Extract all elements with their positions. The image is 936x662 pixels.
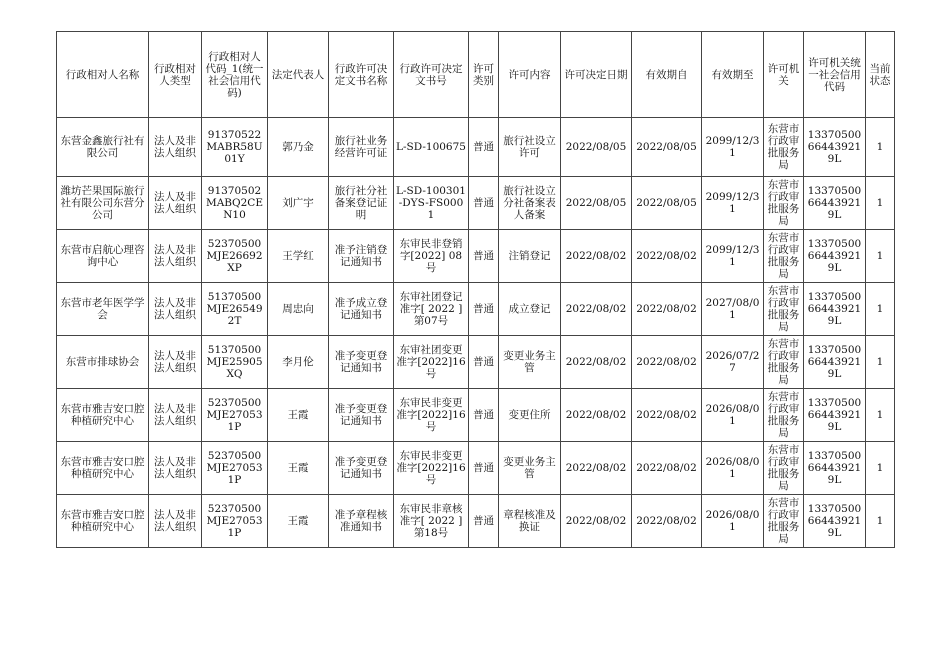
cell-license-content: 变更住所 xyxy=(499,389,561,442)
cell-credit-code: 51370500MJE265492T xyxy=(202,283,268,336)
cell-license-category: 普通 xyxy=(469,283,499,336)
cell-legal-rep: 王霞 xyxy=(268,495,329,548)
cell-document-number: L-SD-100301-DYS-FS0001 xyxy=(394,177,469,230)
cell-name: 东营市雅吉安口腔种植研究中心 xyxy=(57,495,149,548)
cell-license-category: 普通 xyxy=(469,177,499,230)
header-row xyxy=(57,32,895,118)
cell-credit-code: 52370500MJE270531P xyxy=(202,389,268,442)
cell-status: 1 xyxy=(866,230,895,283)
cell-document-number: 东审民非登销字[2022] 08号 xyxy=(394,230,469,283)
cell-status: 1 xyxy=(866,283,895,336)
cell-subject-type: 法人及非法人组织 xyxy=(149,389,202,442)
cell-document-name: 旅行社分社备案登记证明 xyxy=(329,177,394,230)
cell-valid-to: 2099/12/31 xyxy=(702,118,764,177)
cell-document-number: 东审民非章核准字[ 2022 ]第18号 xyxy=(394,495,469,548)
cell-legal-rep: 王学红 xyxy=(268,230,329,283)
cell-valid-from: 2022/08/02 xyxy=(632,442,702,495)
header-cell: 许可决定日期 xyxy=(561,32,632,118)
cell-name: 东营市雅吉安口腔种植研究中心 xyxy=(57,389,149,442)
cell-license-content: 成立登记 xyxy=(499,283,561,336)
cell-document-number: 东审民非变更准字[2022]16号 xyxy=(394,442,469,495)
table-row xyxy=(57,177,895,230)
cell-licensing-authority: 东营市行政审批服务局 xyxy=(764,283,804,336)
cell-license-category: 普通 xyxy=(469,336,499,389)
cell-authority-credit-code: 13370500664439219L xyxy=(804,283,866,336)
cell-license-content: 注销登记 xyxy=(499,230,561,283)
cell-decision-date: 2022/08/02 xyxy=(561,283,632,336)
cell-legal-rep: 刘广宇 xyxy=(268,177,329,230)
cell-status: 1 xyxy=(866,442,895,495)
cell-licensing-authority: 东营市行政审批服务局 xyxy=(764,389,804,442)
cell-credit-code: 91370502MABQ2CEN10 xyxy=(202,177,268,230)
cell-subject-type: 法人及非法人组织 xyxy=(149,118,202,177)
cell-license-content: 变更业务主管 xyxy=(499,336,561,389)
header-cell: 有效期自 xyxy=(632,32,702,118)
cell-document-number: L-SD-100675 xyxy=(394,118,469,177)
table-row xyxy=(57,389,895,442)
cell-name: 东营金鑫旅行社有限公司 xyxy=(57,118,149,177)
cell-document-name: 准予变更登记通知书 xyxy=(329,389,394,442)
cell-decision-date: 2022/08/02 xyxy=(561,442,632,495)
cell-credit-code: 51370500MJE25905XQ xyxy=(202,336,268,389)
cell-valid-from: 2022/08/02 xyxy=(632,283,702,336)
cell-authority-credit-code: 13370500664439219L xyxy=(804,495,866,548)
cell-status: 1 xyxy=(866,177,895,230)
cell-authority-credit-code: 13370500664439219L xyxy=(804,336,866,389)
cell-licensing-authority: 东营市行政审批服务局 xyxy=(764,177,804,230)
table-row xyxy=(57,336,895,389)
cell-decision-date: 2022/08/05 xyxy=(561,177,632,230)
cell-legal-rep: 王霞 xyxy=(268,442,329,495)
cell-legal-rep: 郭乃金 xyxy=(268,118,329,177)
cell-valid-from: 2022/08/02 xyxy=(632,495,702,548)
header-cell: 行政相对人类型 xyxy=(149,32,202,118)
cell-status: 1 xyxy=(866,118,895,177)
cell-name: 东营市排球协会 xyxy=(57,336,149,389)
cell-license-content: 变更业务主管 xyxy=(499,442,561,495)
header-cell: 行政相对人名称 xyxy=(57,32,149,118)
header-cell: 法定代表人 xyxy=(268,32,329,118)
cell-document-number: 东审社团登记准字[ 2022 ]第07号 xyxy=(394,283,469,336)
cell-legal-rep: 李月伦 xyxy=(268,336,329,389)
header-cell: 许可内容 xyxy=(499,32,561,118)
license-table xyxy=(56,31,895,548)
cell-licensing-authority: 东营市行政审批服务局 xyxy=(764,336,804,389)
cell-credit-code: 52370500MJE270531P xyxy=(202,442,268,495)
cell-document-name: 准予变更登记通知书 xyxy=(329,442,394,495)
cell-status: 1 xyxy=(866,336,895,389)
header-cell: 有效期至 xyxy=(702,32,764,118)
cell-decision-date: 2022/08/02 xyxy=(561,389,632,442)
cell-decision-date: 2022/08/02 xyxy=(561,495,632,548)
cell-valid-from: 2022/08/02 xyxy=(632,336,702,389)
cell-document-name: 准予变更登记通知书 xyxy=(329,336,394,389)
cell-legal-rep: 周忠向 xyxy=(268,283,329,336)
cell-valid-from: 2022/08/05 xyxy=(632,118,702,177)
cell-licensing-authority: 东营市行政审批服务局 xyxy=(764,230,804,283)
header-cell: 行政相对人代码_1(统一社会信用代码) xyxy=(202,32,268,118)
cell-licensing-authority: 东营市行政审批服务局 xyxy=(764,442,804,495)
cell-valid-from: 2022/08/02 xyxy=(632,389,702,442)
cell-license-category: 普通 xyxy=(469,495,499,548)
cell-document-name: 旅行社业务经营许可证 xyxy=(329,118,394,177)
cell-license-category: 普通 xyxy=(469,442,499,495)
cell-credit-code: 52370500MJE270531P xyxy=(202,495,268,548)
cell-name: 东营市雅吉安口腔种植研究中心 xyxy=(57,442,149,495)
cell-status: 1 xyxy=(866,389,895,442)
cell-subject-type: 法人及非法人组织 xyxy=(149,283,202,336)
cell-authority-credit-code: 13370500664439219L xyxy=(804,389,866,442)
cell-subject-type: 法人及非法人组织 xyxy=(149,336,202,389)
cell-credit-code: 91370522MABR58U01Y xyxy=(202,118,268,177)
table-row xyxy=(57,495,895,548)
cell-document-name: 准予注销登记通知书 xyxy=(329,230,394,283)
header-cell: 行政许可决定文书名称 xyxy=(329,32,394,118)
header-cell: 许可类别 xyxy=(469,32,499,118)
cell-name: 东营市启航心理咨询中心 xyxy=(57,230,149,283)
cell-document-name: 准予章程核准通知书 xyxy=(329,495,394,548)
cell-valid-to: 2026/08/01 xyxy=(702,495,764,548)
cell-valid-from: 2022/08/05 xyxy=(632,177,702,230)
cell-valid-to: 2026/08/01 xyxy=(702,389,764,442)
cell-name: 潍坊芒果国际旅行社有限公司东营分公司 xyxy=(57,177,149,230)
cell-name: 东营市老年医学学会 xyxy=(57,283,149,336)
cell-subject-type: 法人及非法人组织 xyxy=(149,177,202,230)
table-row xyxy=(57,118,895,177)
cell-authority-credit-code: 13370500664439219L xyxy=(804,118,866,177)
cell-authority-credit-code: 13370500664439219L xyxy=(804,442,866,495)
cell-license-category: 普通 xyxy=(469,230,499,283)
cell-subject-type: 法人及非法人组织 xyxy=(149,230,202,283)
table-row xyxy=(57,442,895,495)
cell-subject-type: 法人及非法人组织 xyxy=(149,442,202,495)
cell-valid-to: 2026/08/01 xyxy=(702,442,764,495)
cell-decision-date: 2022/08/02 xyxy=(561,336,632,389)
cell-authority-credit-code: 13370500664439219L xyxy=(804,230,866,283)
cell-license-content: 章程核准及换证 xyxy=(499,495,561,548)
cell-decision-date: 2022/08/05 xyxy=(561,118,632,177)
cell-licensing-authority: 东营市行政审批服务局 xyxy=(764,495,804,548)
cell-valid-to: 2099/12/31 xyxy=(702,177,764,230)
cell-status: 1 xyxy=(866,495,895,548)
cell-document-number: 东审民非变更准字[2022]16号 xyxy=(394,389,469,442)
table-row xyxy=(57,283,895,336)
cell-license-content: 旅行社设立许可 xyxy=(499,118,561,177)
cell-document-number: 东审社团变更准字[2022]16号 xyxy=(394,336,469,389)
header-cell: 行政许可决定文书号 xyxy=(394,32,469,118)
cell-valid-to: 2026/07/27 xyxy=(702,336,764,389)
cell-licensing-authority: 东营市行政审批服务局 xyxy=(764,118,804,177)
cell-subject-type: 法人及非法人组织 xyxy=(149,495,202,548)
cell-valid-to: 2027/08/01 xyxy=(702,283,764,336)
header-cell: 许可机关统一社会信用代码 xyxy=(804,32,866,118)
cell-legal-rep: 王霞 xyxy=(268,389,329,442)
cell-valid-to: 2099/12/31 xyxy=(702,230,764,283)
cell-document-name: 准予成立登记通知书 xyxy=(329,283,394,336)
table-body xyxy=(57,118,895,548)
cell-license-category: 普通 xyxy=(469,118,499,177)
table-row xyxy=(57,230,895,283)
cell-valid-from: 2022/08/02 xyxy=(632,230,702,283)
header-cell: 许可机关 xyxy=(764,32,804,118)
cell-license-content: 旅行社设立分社备案表人备案 xyxy=(499,177,561,230)
cell-license-category: 普通 xyxy=(469,389,499,442)
cell-credit-code: 52370500MJE26692XP xyxy=(202,230,268,283)
cell-decision-date: 2022/08/02 xyxy=(561,230,632,283)
cell-authority-credit-code: 13370500664439219L xyxy=(804,177,866,230)
header-cell: 当前状态 xyxy=(866,32,895,118)
